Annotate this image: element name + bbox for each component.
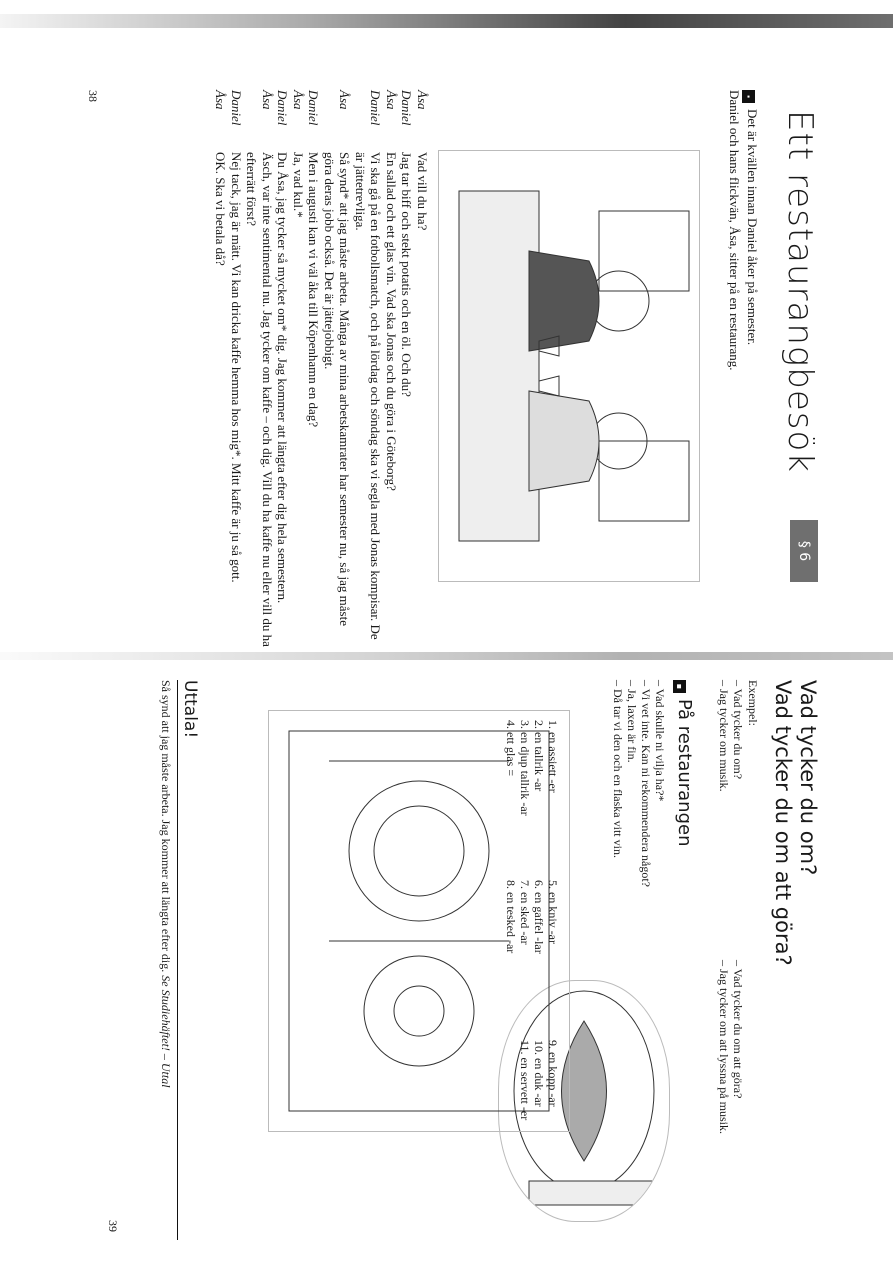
- uttala-sentence: Så synd att jag måste arbeta. Jag kommer att längta efter dig.: [159, 680, 173, 973]
- vocabulary-list: [504, 720, 560, 1180]
- speaker: Åsa: [415, 90, 430, 110]
- example-line: – Jag tycker om att lyssna på musik.: [717, 960, 731, 1134]
- vocab-item: 6. en gaffel -lar: [532, 880, 546, 954]
- speaker: Åsa: [260, 90, 275, 110]
- speaker: Åsa: [384, 90, 399, 110]
- section-badge: § 6: [790, 520, 818, 582]
- speech: En sallad och ett glas vin. Vad ska Jonas och du göra i Göteborg?: [384, 152, 399, 491]
- heading-1: Vad tycker du om?: [796, 680, 820, 876]
- speaker: Åsa: [291, 90, 306, 110]
- restaurant-line: – Då tar vi den och en flaska vitt vin.: [611, 680, 625, 858]
- restaurant-heading-text: På restaurangen: [674, 699, 695, 847]
- speech: Men i augusti kan vi väl åka till Köpenhamn en dag?: [306, 152, 322, 428]
- intro-line-2: Daniel och hans flickvän, Åsa, sitter på en restaurang.: [727, 90, 742, 371]
- speech: Äsch, var inte sentimental nu. Jag tycker om kaffe – och dig. Vill du ha kaffe nu eller vill du ha efterrätt först?: [244, 152, 275, 647]
- uttala-heading: Uttala!: [177, 680, 200, 1240]
- restaurant-line: – Ja, laxen är fin.: [625, 680, 639, 763]
- speaker: Daniel: [368, 90, 384, 126]
- dialogue-line: [306, 90, 322, 650]
- vocab-item: 5. en kniv -ar: [546, 880, 560, 944]
- speaker: Daniel: [275, 90, 291, 126]
- intro-line-1: Det är kvällen innan Daniel åker på semester.: [745, 109, 760, 346]
- uttala-text: [158, 680, 173, 1240]
- restaurant-illustration: [438, 150, 700, 582]
- page-number-right: 39: [106, 1220, 120, 1232]
- dialogue-line: [322, 90, 353, 650]
- example-line: – Jag tycker om musik.: [717, 680, 731, 792]
- dialogue-line: [415, 90, 431, 650]
- right-page: [60, 680, 820, 1240]
- left-page: [0, 90, 820, 650]
- speech: Vad vill du ha?: [415, 152, 430, 231]
- vocab-item: [504, 1040, 518, 1200]
- dialogue-line: [399, 90, 415, 650]
- vocab-item: 10. en duk -ar: [532, 1040, 546, 1107]
- example-line: – Vad tycker du om?: [731, 680, 745, 780]
- dialogue-line: [244, 90, 275, 650]
- speech: Jag tar biff och stekt potatis och en öl. Och du?: [399, 152, 415, 397]
- vocab-item: 9. en kopp -ar: [546, 1040, 560, 1107]
- pronunciation-section: [158, 680, 200, 1240]
- vocab-item: 11. en servett -er: [518, 1040, 532, 1121]
- dialogue-line: [275, 90, 291, 650]
- speaker: Åsa: [213, 90, 229, 110]
- dialogue-line: [213, 90, 229, 650]
- audio-icon: ▪: [673, 680, 686, 693]
- speech: Nej tack, jag är mätt. Vi kan dricka kaffe hemma hos mig*. Mitt kaffe är ju så gott.: [229, 152, 244, 583]
- speech: Du Åsa, jag tycker så mycket om* dig. Jag kommer att längta efter dig hela semestern.: [275, 152, 291, 604]
- scan-edge-top: [0, 14, 893, 28]
- speaker: Daniel: [229, 90, 244, 126]
- restaurant-heading: [673, 680, 695, 1240]
- examples-left: [717, 680, 745, 960]
- page-number-left: 38: [86, 90, 100, 102]
- dialogue: [213, 90, 430, 650]
- dialogue-line: [291, 90, 307, 650]
- speech: Så synd* att jag måste arbeta. Många av mina arbetskamrater har semester nu, så jag måste göra deras jobb också. Det är jättejobbigt.: [322, 152, 353, 626]
- audio-icon: ▪: [742, 90, 755, 103]
- speech: Vi ska gå på en fotbollsmatch, och på lördag och söndag ska vi segla med Jonas kompisar. De är jättetrevliga.: [353, 152, 384, 640]
- vocab-item: 7. en sked -ar: [518, 880, 532, 945]
- example-label: Exempel:: [746, 680, 760, 726]
- example-line: – Vad tycker du om att göra?: [731, 960, 745, 1099]
- restaurant-line: – Vad skulle ni vilja ha?*: [653, 680, 667, 802]
- vocab-item: 2. en tallrik -ar: [532, 720, 546, 792]
- dialogue-line: [229, 90, 245, 650]
- intro-text: [727, 90, 760, 610]
- vocab-item: 3. en djup tallrik -ar: [518, 720, 532, 816]
- speaker: Åsa: [337, 90, 353, 110]
- dialogue-line: [353, 90, 384, 650]
- dialogue-line: [384, 90, 400, 650]
- examples: [717, 680, 745, 1240]
- speaker: Daniel: [399, 90, 415, 126]
- speech: OK. Ska vi betala då?: [213, 152, 229, 266]
- scan-edge-middle: [0, 652, 893, 660]
- vocab-item: 4. ett glas =: [504, 720, 518, 777]
- uttala-reference: Se Studiehäftet! – Uttal: [159, 975, 173, 1088]
- speaker: Daniel: [306, 90, 322, 126]
- examples-right: [717, 960, 745, 1240]
- speech: Ja, vad kul.*: [291, 152, 306, 218]
- vocab-item: 1. en assiett -er: [546, 720, 560, 793]
- restaurant-line: – Vi vet inte. Kan ni rekommendera något?: [639, 680, 653, 887]
- vocab-item: 8. en tesked -ar: [504, 880, 518, 954]
- restaurant-dialogue: [611, 680, 667, 930]
- page-title: Ett restaurangbesök: [780, 110, 820, 474]
- heading-2: Vad tycker du om att göra?: [771, 680, 795, 966]
